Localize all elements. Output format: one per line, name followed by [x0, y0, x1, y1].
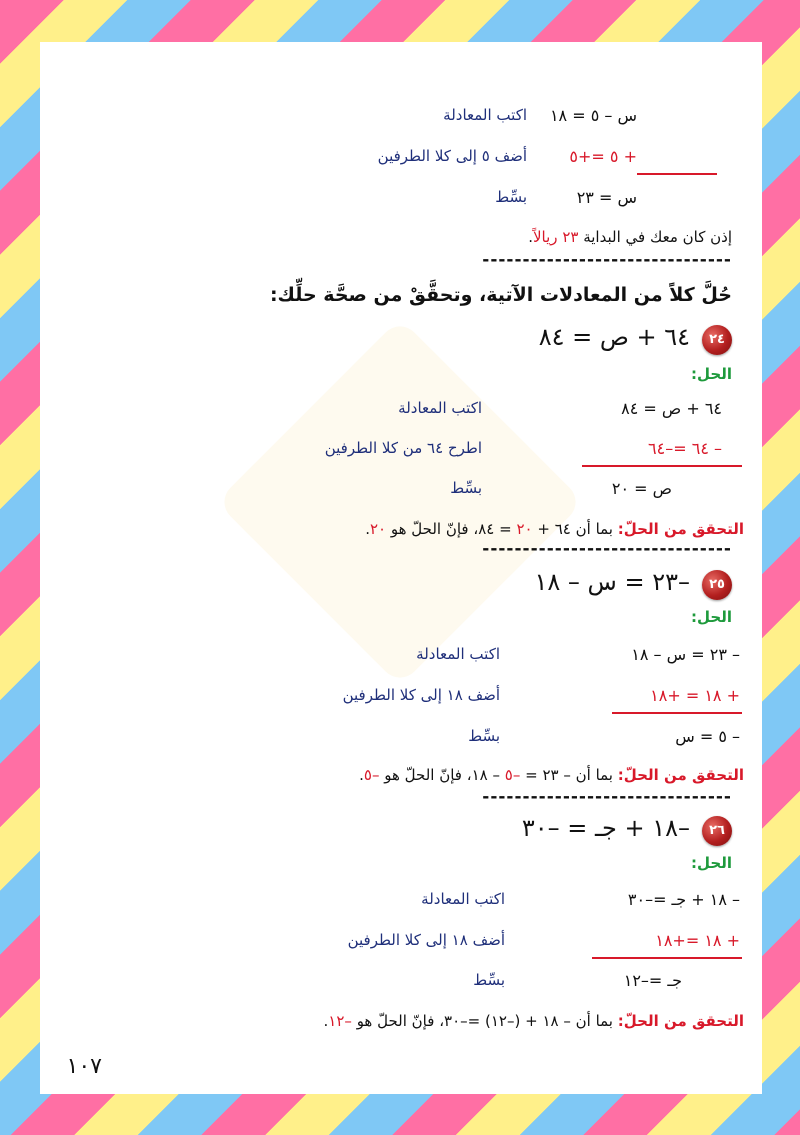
- p26-desc-3: بسِّط: [473, 971, 505, 989]
- ex0-conclusion: [528, 228, 732, 246]
- p24-desc-3: بسِّط: [450, 479, 482, 497]
- ex0-desc-2: أضف ٥ إلى كلا الطرفين: [377, 147, 527, 165]
- problem-26-solution-label: الحل:: [691, 854, 732, 872]
- conclusion-suffix: .: [528, 228, 533, 246]
- p24-underline: [582, 465, 742, 467]
- ex0-eq-1: س – ٥ = ١٨: [549, 106, 637, 125]
- check-answer: –١٢: [328, 1012, 352, 1030]
- p25-eq-1: – ٢٣ = س – ١٨: [631, 645, 740, 664]
- divider-2: -------------------------------: [482, 539, 732, 559]
- divider-1: -------------------------------: [482, 250, 732, 270]
- check-sub: –٥: [504, 766, 521, 784]
- check-sub: ٢٠: [516, 520, 533, 538]
- check-label: التحقق من الحلّ:: [617, 766, 744, 784]
- p25-desc-3: بسِّط: [468, 727, 500, 745]
- p24-check: [365, 520, 744, 538]
- check-mid: – ١٨، فإنّ الحلّ هو: [384, 766, 500, 784]
- p26-underline: [592, 957, 742, 959]
- problem-26-badge: ٢٦: [702, 816, 732, 846]
- problem-25-badge: ٢٥: [702, 570, 732, 600]
- divider-3: -------------------------------: [482, 787, 732, 807]
- conclusion-value: ٢٣ ريالاً: [533, 228, 579, 246]
- ex0-desc-1: اكتب المعادلة: [443, 106, 527, 124]
- check-text: بما أن – ٢٣ =: [525, 766, 613, 784]
- p25-desc-2: أضف ١٨ إلى كلا الطرفين: [342, 686, 500, 704]
- p26-eq-2: + ١٨ =+١٨: [655, 931, 740, 950]
- problem-25-equation: –٢٣ = س – ١٨: [534, 568, 690, 596]
- ex0-eq-3: س = ٢٣: [576, 188, 637, 207]
- ex0-eq-2: + ٥ =+٥: [569, 147, 637, 166]
- problem-25-solution-label: الحل:: [691, 608, 732, 626]
- check-answer: –٥: [363, 766, 380, 784]
- check-end: .: [365, 520, 370, 538]
- p25-check: [359, 766, 744, 784]
- problem-24-equation: ٦٤ + ص = ٨٤: [538, 323, 690, 351]
- check-end: .: [359, 766, 364, 784]
- check-answer: ٢٠: [369, 520, 387, 538]
- worksheet-page: [40, 42, 762, 1094]
- p24-desc-2: اطرح ٦٤ من كلا الطرفين: [324, 439, 482, 457]
- page-number: ١٠٧: [66, 1054, 102, 1079]
- p25-eq-2: + ١٨ = +١٨: [650, 686, 740, 705]
- p24-eq-2: – ٦٤ =–٦٤: [648, 439, 722, 458]
- p26-eq-1: – ١٨ + جـ =–٣٠: [627, 890, 740, 909]
- conclusion-prefix: إذن كان معك في البداية: [583, 228, 732, 246]
- p24-desc-1: اكتب المعادلة: [398, 399, 482, 417]
- check-text: بما أن – ١٨ + (–١٢) =–٣٠، فإنّ الحلّ هو: [356, 1012, 613, 1030]
- p24-eq-1: ٦٤ + ص = ٨٤: [621, 399, 722, 418]
- problem-24-solution-label: الحل:: [691, 365, 732, 383]
- p26-desc-1: اكتب المعادلة: [421, 890, 505, 908]
- check-mid: = ٨٤، فإنّ الحلّ هو: [390, 520, 512, 538]
- p25-underline: [612, 712, 742, 714]
- problem-26-equation: –١٨ + جـ = –٣٠: [521, 814, 690, 842]
- check-end: .: [323, 1012, 329, 1030]
- p26-eq-3: جـ =–١٢: [623, 971, 682, 990]
- problem-24-badge: ٢٤: [702, 325, 732, 355]
- ex0-desc-3: بسِّط: [495, 188, 527, 206]
- p26-check: [324, 1012, 745, 1030]
- p25-eq-3: – ٥ = س: [675, 727, 740, 746]
- check-label: التحقق من الحلّ:: [617, 1012, 744, 1030]
- check-text: بما أن ٦٤ +: [537, 520, 613, 538]
- p24-eq-3: ص = ٢٠: [611, 479, 672, 498]
- p25-desc-1: اكتب المعادلة: [416, 645, 500, 663]
- watermark-logo: [216, 318, 584, 686]
- p26-desc-2: أضف ١٨ إلى كلا الطرفين: [347, 931, 505, 949]
- check-label: التحقق من الحلّ:: [617, 520, 744, 538]
- instruction-heading: حُلَّ كلاً من المعادلات الآتية، وتحقَّقْ من صحَّة حلِّك:: [269, 284, 732, 306]
- ex0-underline: [637, 173, 717, 175]
